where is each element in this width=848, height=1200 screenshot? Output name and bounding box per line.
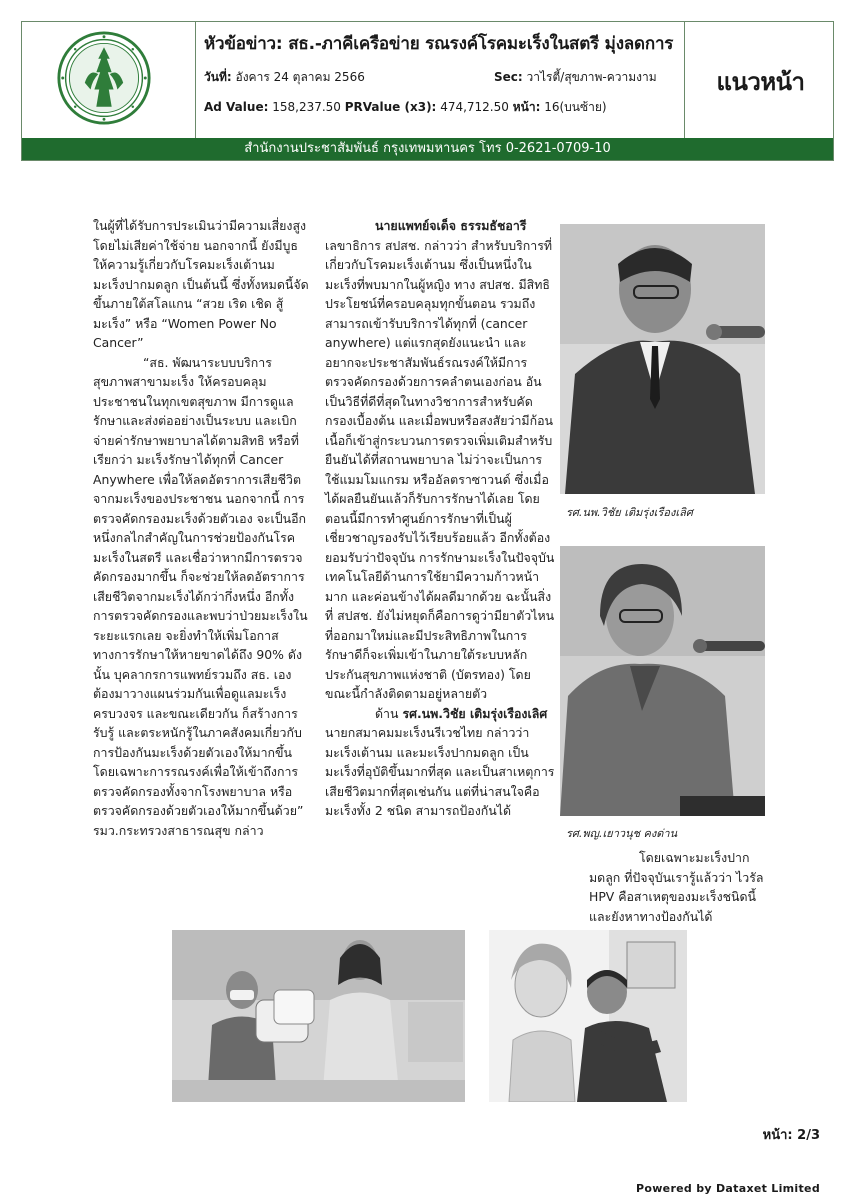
- publication-cell: [684, 22, 836, 138]
- paragraph-lead: ด้าน: [375, 705, 399, 721]
- publication-name: แนวหน้า: [716, 68, 805, 96]
- paragraph: ในผู้ที่ได้รับการประเมินว่ามีความเสี่ยงสูง โดยไม่เสียค่าใช้จ่าย นอกจากนี้ ยังมีบูธให้ความรู้เกี่ยวกับโรคมะเร็งเต้านม มะเร็งปากมดลูก เป็นต้นนี้ ซึ่งทั้งหมดนี้จัดขึ้นภายใต้สโลแกน “สวย เริด เชิด สู้มะเร็ง” หรือ “Women Power No Cancer”: [93, 218, 309, 350]
- agency-bar-text: สำนักงานประชาสัมพันธ์ กรุงเทพมหานคร โทร 0-2621-0709-10: [244, 141, 611, 156]
- footer-credit: Powered by Dataxet Limited: [636, 1182, 820, 1195]
- pr-value: 474,712.50: [440, 100, 509, 114]
- lead-name: นายแพทย์จเด็จ ธรรมธัชอารี: [375, 218, 527, 233]
- speaker-photo-2: [560, 546, 765, 816]
- photo-caption-1: รศ.นพ.วิชัย เติมรุ่งเรืองเลิศ: [566, 506, 693, 519]
- paragraph: นายกสมาคมมะเร็งนรีเวชไทย กล่าวว่า มะเร็งเต้านม และมะเร็งปากมดลูก เป็นมะเร็งที่อุบัติขึ้นมากที่สุด และเป็นสาเหตุการเสียชีวิตมากที่สุดเช่นกัน แต่ที่น่าสนใจคือมะเร็งทั้ง 2 ชนิด สามารถป้องกันได้: [325, 725, 555, 818]
- paragraph: เลขาธิการ สปสช. กล่าวว่า สำหรับบริการที่เกี่ยวกับโรคมะเร็งเต้านม ซึ่งเป็นหนึ่งในมะเร็งที่พบมากในผู้หญิง ทาง สปสช. มีสิทธิประโยชน์ที่ครอบคลุมทุกขั้นตอน รวมถึงสามารถเข้ารับบริการได้ทุกที่ (cancer anywhere) แต่แรกสุดยังแนะนำ และอยากจะประชาสัมพันธ์รณรงค์ให้มีการตรวจคัดกรองด้วยการคลำตนเองก่อน อันเป็นวิธีที่ดีที่สุดในทางวิชาการสำหรับคัดกรองเบื้องต้น และเมื่อพบหรือสงสัยว่ามีก้อนเนื้อก็เข้าสู่กระบวนการตรวจเพิ่มเติมสำหรับยืนยันได้ที่สถานพยาบาล ไม่ว่าจะเป็นการใช้แมมโมแกรม หรืออัลตราซาวนด์ ซึ่งเมื่อได้ผลยืนยันแล้วก็รับการรักษาได้เลย โดยตอนนี้มีการทำศูนย์การรักษาที่เป็นผู้เชี่ยวชาญรองรับไว้เรียบร้อยแล้ว อีกทั้งต้องยอมรับว่าปัจจุบัน การรักษามะเร็งในปัจจุบัน เทคโนโลยีด้านการใช้ยามีความก้าวหน้ามาก และค่อนข้างได้ผลดีมากด้วย ฉะนั้นสิ่งที่ สปสช. ยังไม่หยุดก็คือการดูว่ามียาตัวไหนที่ออกมาใหม่และมีประสิทธิภาพในการรักษาดีก็จะเพิ่มเข้าในภายใต้ระบบหลักประกันสุขภาพแห่งชาติ (บัตรทอง) โดยขณะนี้กำลังติดตามอยู่หลายตัว: [325, 237, 555, 701]
- article-column-2: [325, 216, 555, 821]
- headline-text: สธ.-ภาคีเครือข่าย รณรงค์โรคมะเร็งในสตรี มุ่งลดการ: [288, 34, 674, 54]
- event-group-image: [172, 930, 465, 1102]
- section-label: Sec:: [494, 70, 523, 84]
- pr-value-label: PRValue (x3):: [344, 100, 437, 114]
- ad-value: 158,237.50: [272, 100, 341, 114]
- woman-speaking-image: [560, 546, 765, 816]
- speaker-photo-1: [560, 224, 765, 494]
- article-column-1: [93, 216, 309, 840]
- page-number: หน้า: 2/3: [762, 1128, 820, 1143]
- value-row: [204, 98, 607, 117]
- date-value: อังคาร 24 ตุลาคม 2566: [235, 70, 365, 84]
- news-header: [21, 21, 834, 161]
- page-value: 16(บนซ้าย): [544, 100, 607, 114]
- poster-and-man-image: [489, 930, 687, 1102]
- article-column-3: [589, 848, 765, 926]
- agency-bar: [22, 138, 833, 160]
- ad-value-label: Ad Value:: [204, 100, 269, 114]
- event-photo-2: [489, 930, 687, 1102]
- photo-caption-2: รศ.พญ.เยาวนุช คงด่าน: [566, 827, 678, 840]
- paragraph: โดยเฉพาะมะเร็งปากมดลูก ที่ปัจจุบันเรารู้แล้วว่า ไวรัล HPV คือสาเหตุของมะเร็งชนิดนี้ และยังหาทางป้องกันได้: [589, 850, 764, 924]
- paragraph: “สธ. พัฒนาระบบบริการสุขภาพสาขามะเร็ง ให้ครอบคลุมประชาชนในทุกเขตสุขภาพ มีการดูแลรักษาและส่งต่ออย่างเป็นระบบ และเบิกจ่ายค่ารักษาพยาบาลได้ตามสิทธิ หรือที่เรียกว่า มะเร็งรักษาได้ทุกที่ Cancer Anywhere เพื่อให้ลดอัตราการเสียชีวิตจากมะเร็งของประชาชน นอกจากนี้ การตรวจคัดกรองมะเร็งด้วยตัวเอง จะเป็นอีกหนึ่งกลไกสำคัญในการช่วยป้องกันโรคมะเร็งในสตรี และเชื่อว่าหากมีการตรวจคัดกรองมากขึ้น ก็จะช่วยให้ลดอัตราการเสียชีวิตจากมะเร็งได้กว่ากึ่งหนึ่ง อีกทั้งการตรวจคัดกรองและพบว่าป่วยมะเร็งในระยะแรกเลย จะยิ่งทำให้เพิ่มโอกาสทางการรักษาให้หายขาดได้ถึง 90% ดังนั้น บุคลากรการแพทย์รวมถึง สธ. เอง ต้องมาวางแผนร่วมกันเพื่อดูแลมะเร็งครบวงจร และขณะเดียวกัน ก็สร้างการรับรู้ และตระหนักรู้ในภาคสังคมเกี่ยวกับการป้องกันมะเร็งด้วยตัวเองให้มากขึ้น โดยเฉพาะการรณรงค์เพื่อให้เข้าถึงการตรวจคัดกรองทั้งจากโรงพยาบาล หรือตรวจคัดกรองด้วยตัวเองให้มากขึ้นด้วย” รมว.กระทรวงสาธารณสุข กล่าว: [93, 354, 308, 838]
- event-photo-1: [172, 930, 465, 1102]
- date-row: [204, 68, 365, 87]
- man-speaking-image: [560, 224, 765, 494]
- bma-seal-logo: [56, 30, 152, 126]
- date-label: วันที่:: [204, 70, 232, 84]
- headline-label: หัวข้อข่าว:: [204, 34, 283, 54]
- news-info: [204, 26, 684, 138]
- section-value: วาไรตี้/สุขภาพ-ความงาม: [526, 70, 657, 84]
- page-label: หน้า:: [512, 100, 541, 114]
- section-row: [494, 68, 657, 87]
- headline: [204, 30, 684, 57]
- speaker-name: รศ.นพ.วิชัย เติมรุ่งเรืองเลิศ: [402, 705, 548, 721]
- logo-cell: [22, 22, 196, 138]
